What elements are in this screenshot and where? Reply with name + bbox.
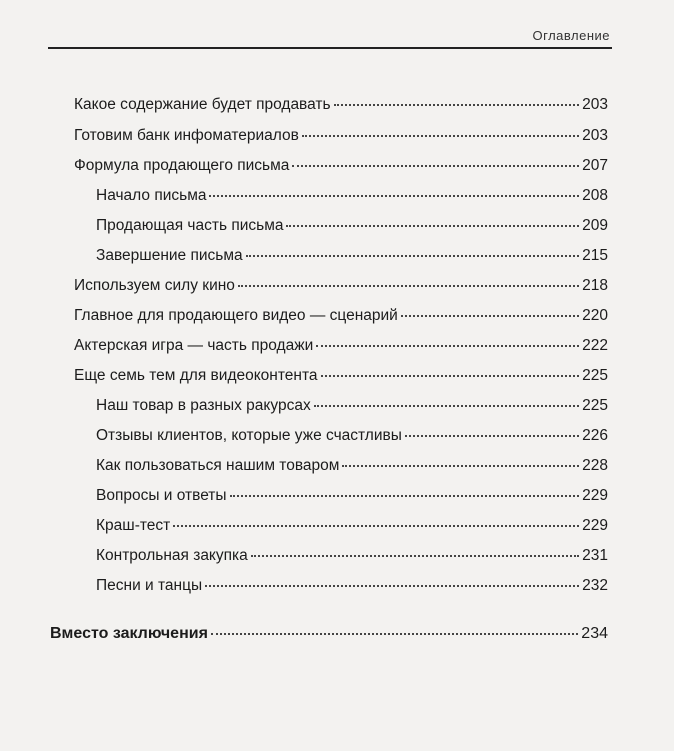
dot-leader: [405, 434, 579, 437]
toc-entry-title: Как пользоваться нашим товаром: [96, 457, 340, 474]
running-head: Оглавление: [532, 28, 610, 43]
dot-leader: [334, 103, 580, 106]
dot-leader: [209, 194, 579, 197]
toc-entry-title: Готовим банк инфоматериалов: [74, 127, 299, 144]
toc-entry[interactable]: [96, 395, 608, 417]
toc-entry[interactable]: [74, 125, 608, 147]
dot-leader: [401, 314, 579, 317]
toc-entry-title: Вместо заключения: [50, 625, 208, 642]
toc-entry-page: 218: [582, 277, 608, 294]
dot-leader: [246, 254, 579, 257]
toc-entry[interactable]: [96, 425, 608, 447]
toc-entry[interactable]: [74, 335, 608, 357]
toc-entry-title: Формула продающего письма: [74, 157, 290, 174]
toc-entry-page: 234: [581, 625, 608, 642]
toc-entry-title: Вопросы и ответы: [96, 487, 227, 504]
toc-entry[interactable]: [96, 515, 608, 537]
toc-entry-title: Начало письма: [96, 187, 207, 204]
toc-entry-page: 225: [582, 397, 608, 414]
toc-entry-title: Отзывы клиентов, которые уже счастливы: [96, 427, 402, 444]
dot-leader: [292, 164, 579, 167]
toc-entry-title: Наш товар в разных ракурсах: [96, 397, 311, 414]
dot-leader: [314, 404, 579, 407]
toc-entry-title: Продающая часть письма: [96, 217, 284, 234]
toc-entry[interactable]: [96, 455, 608, 477]
dot-leader: [342, 464, 579, 467]
dot-leader: [302, 134, 579, 137]
toc-entry-page: 220: [582, 307, 608, 324]
dot-leader: [173, 524, 579, 527]
toc-entry[interactable]: [74, 155, 608, 177]
toc-entry-title: Краш-тест: [96, 517, 171, 534]
toc-entry[interactable]: [96, 545, 608, 567]
dot-leader: [286, 224, 579, 227]
toc-entry-title: Актерская игра — часть продажи: [74, 337, 314, 354]
toc-entry-page: 209: [582, 217, 608, 234]
toc-entry-title: Завершение письма: [96, 247, 243, 264]
toc-entry[interactable]: [96, 575, 608, 597]
toc-entry[interactable]: [96, 185, 608, 207]
toc-entry[interactable]: [96, 215, 608, 237]
toc-entry-page: 215: [582, 247, 608, 264]
toc-entry[interactable]: [74, 94, 608, 116]
toc-entry[interactable]: [96, 485, 608, 507]
toc-entry-page: 229: [582, 487, 608, 504]
toc-entry-title: Какое содержание будет продавать: [74, 96, 331, 113]
toc-entry-title: Используем силу кино: [74, 277, 235, 294]
toc-entry[interactable]: [74, 305, 608, 327]
toc-entry-page: 222: [582, 337, 608, 354]
toc-entry-page: 207: [582, 157, 608, 174]
dot-leader: [316, 344, 579, 347]
header-rule: [48, 47, 612, 49]
toc-entry-page: 231: [582, 547, 608, 564]
toc-entry-page: 203: [582, 127, 608, 144]
toc-entry-chapter[interactable]: [50, 623, 608, 645]
dot-leader: [211, 632, 578, 635]
toc-entry-page: 203: [582, 96, 608, 113]
dot-leader: [205, 584, 579, 587]
toc-entry[interactable]: [96, 245, 608, 267]
toc-entry-page: 208: [582, 187, 608, 204]
toc-entry-page: 225: [582, 367, 608, 384]
toc-entry[interactable]: [74, 275, 608, 297]
toc-entry-page: 226: [582, 427, 608, 444]
toc-entry-page: 229: [582, 517, 608, 534]
toc-entry-title: Еще семь тем для видеоконтента: [74, 367, 318, 384]
toc-entry-title: Главное для продающего видео — сценарий: [74, 307, 398, 324]
dot-leader: [321, 374, 580, 377]
dot-leader: [230, 494, 580, 497]
toc-entry-page: 232: [582, 577, 608, 594]
toc-entry-title: Контрольная закупка: [96, 547, 248, 564]
toc-entry-page: 228: [582, 457, 608, 474]
dot-leader: [251, 554, 579, 557]
toc-entry[interactable]: [74, 365, 608, 387]
dot-leader: [238, 284, 579, 287]
toc-entry-title: Песни и танцы: [96, 577, 203, 594]
